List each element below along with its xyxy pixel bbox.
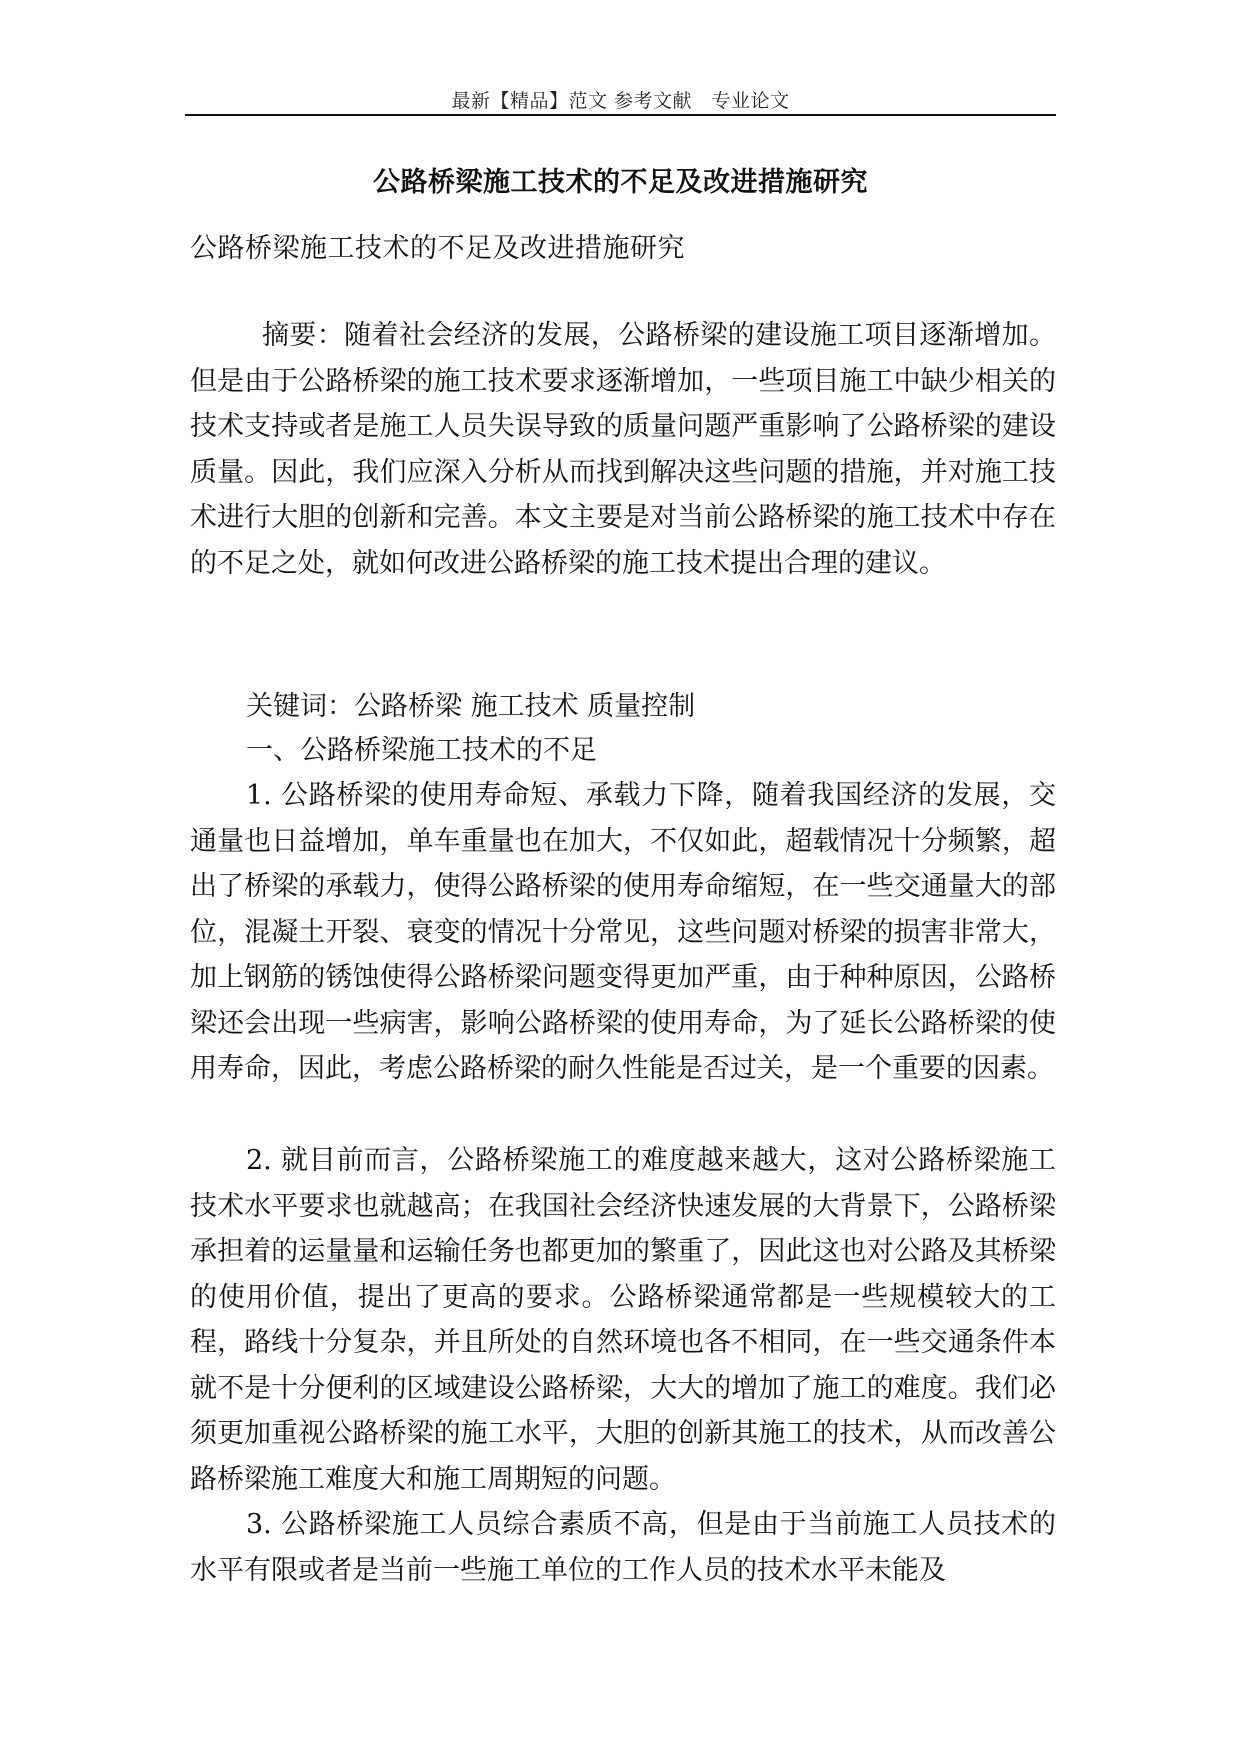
document-title: 公路桥梁施工技术的不足及改进措施研究 (373, 167, 868, 198)
document-subtitle: 公路桥梁施工技术的不足及改进措施研究 (190, 233, 685, 264)
header-divider (185, 114, 1056, 116)
keywords-line: 关键词：公路桥梁 施工技术 质量控制 (246, 691, 696, 722)
abstract-paragraph: 摘要：随着社会经济的发展，公路桥梁的建设施工项目逐渐增加。但是由于公路桥梁的施工技术要求逐渐增加，一些项目施工中缺少相关的技术支持或者是施工人员失误导致的质量问题严重影响了公路桥梁的建设质量。因此，我们应深入分析从而找到解决这些问题的措施，并对施工技术进行大胆的创新和完善。本文主要是对当前公路桥梁的施工技术中存在的不足之处，就如何改进公路桥梁的施工技术提出合理的建议。 (190, 320, 1056, 579)
page-header: 最新【精品】范文 参考文献 专业论文 (451, 90, 790, 112)
body-paragraph: 2. 就目前而言，公路桥梁施工的难度越来越大，这对公路桥梁施工技术水平要求也就越高；在我国社会经济快速发展的大背景下，公路桥梁承担着的运量量和运输任务也都更加的繁重了，因此这也对公路及其桥梁的使用价值，提出了更高的要求。公路桥梁通常都是一些规模较大的工程，路线十分复杂，并且所处的自然环境也各不相同，在一些交通条件本就不是十分便利的区域建设公路桥梁，大大的增加了施工的难度。我们必须更加重视公路桥梁的施工水平，大胆的创新其施工的技术，从而改善公路桥梁施工难度大和施工周期短的问题。 (190, 1145, 1056, 1495)
section-heading: 一、公路桥梁施工技术的不足 (246, 735, 597, 766)
body-paragraph: 1. 公路桥梁的使用寿命短、承载力下降，随着我国经济的发展，交通量也日益增加，单车重量也在加大，不仅如此，超载情况十分频繁，超出了桥梁的承载力，使得公路桥梁的使用寿命缩短，在一些交通量大的部位，混凝土开裂、衰变的情况十分常见，这些问题对桥梁的损害非常大，加上钢筋的锈蚀使得公路桥梁问题变得更加严重，由于种种原因，公路桥梁还会出现一些病害，影响公路桥梁的使用寿命，为了延长公路桥梁的使用寿命，因此，考虑公路桥梁的耐久性能是否过关，是一个重要的因素。 (190, 780, 1056, 1084)
body-paragraph: 3. 公路桥梁施工人员综合素质不高，但是由于当前施工人员技术的水平有限或者是当前一些施工单位的工作人员的技术水平未能及 (190, 1509, 1056, 1586)
